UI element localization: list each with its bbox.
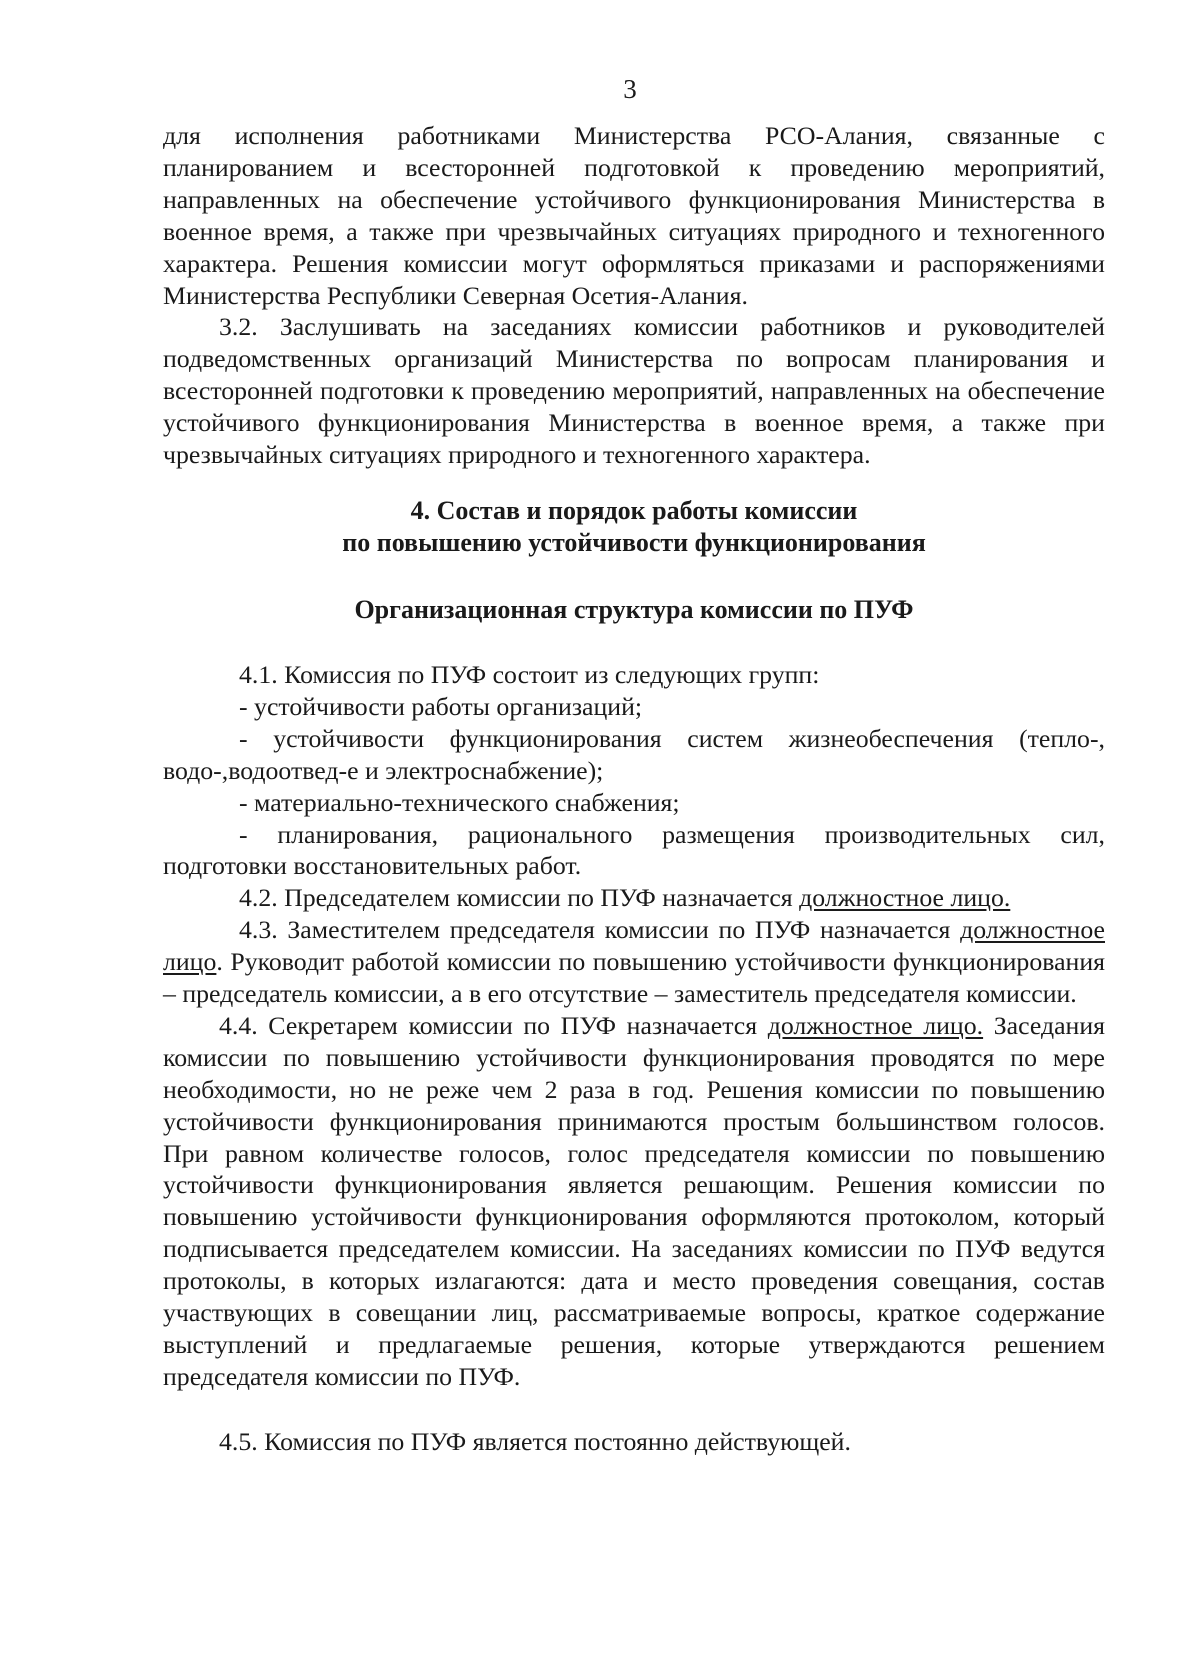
section-4-heading — [163, 495, 1105, 559]
section-4-title-line1: 4. Состав и порядок работы комиссии — [410, 495, 858, 525]
paragraph-4-4-text: 4.4. Секретарем комиссии по ПУФ назначается — [219, 1010, 768, 1040]
group-item: - устойчивости функционирования систем жизнеобеспечения (тепло-, водо-,водоотвед-е и электроснабжение); — [163, 723, 1105, 785]
official-underlined: должностное лицо. — [767, 1010, 984, 1040]
paragraph-4-2 — [163, 882, 1105, 914]
official-underlined: должностное лицо. — [799, 883, 1011, 913]
group-item: - устойчивости работы организаций; — [239, 691, 643, 721]
group-item: - планирования, рационального размещения производительных сил, подготовки восстановительных работ. — [163, 819, 1105, 881]
paragraph-4-3-text: 4.3. Заместителем председателя комиссии по ПУФ назначается — [239, 915, 961, 945]
paragraph-4-4-text-after: Заседания комиссии по повышению устойчивости функционирования проводятся по мере необходимости, но не реже чем 2 раза в год. Решения комиссии по повышению устойчивости функционирования принимаются простым большинством голосов. При равном количестве голосов, голос председателя комиссии по повышению устойчивости функционирования является решающим. Решения комиссии по повышению устойчивости функционирования оформляются протоколом, который подписывается председателем комиссии. На заседаниях комиссии по ПУФ ведутся протоколы, в которых излагаются: дата и место проведения совещания, состав участвующих в совещании лиц, рассматриваемые вопросы, краткое содержание выступлений и предлагаемые решения, которые утверждаются решением председателя комиссии по ПУФ. — [163, 1010, 1106, 1391]
paragraph-4-3 — [163, 914, 1105, 1010]
paragraph-4-3-text-after: . Руководит работой комиссии по повышению устойчивости функционирования – председатель комиссии, а в его отсутствие – заместитель председателя комиссии. — [163, 947, 1105, 1009]
page-number: 3 — [623, 74, 637, 104]
section-4-subheading: Организационная структура комиссии по ПУФ — [354, 594, 914, 624]
paragraph-4-1: 4.1. Комиссия по ПУФ состоит из следующих групп: — [239, 659, 820, 689]
paragraph-4-4 — [163, 1010, 1105, 1393]
official-underlined: должностное лицо — [163, 915, 1105, 977]
group-item: - материально-технического снабжения; — [239, 787, 680, 817]
paragraph-continuation: для исполнения работниками Министерства РСО-Алания, связанные с планированием и всесторонней подготовкой к проведению мероприятий, направленных на обеспечение устойчивого функционирования Министерства в военное время, а также при чрезвычайных ситуациях природного и техногенного характера. Решения комиссии могут оформляться приказами и распоряжениями Министерства Республики Северная Осетия-Алания. — [163, 121, 1105, 310]
section-4-title-line2: по повышению устойчивости функционирования — [342, 527, 926, 557]
paragraph-4-2-text: 4.2. Председателем комиссии по ПУФ назначается — [239, 883, 800, 913]
paragraph-4-5: 4.5. Комиссия по ПУФ является постоянно действующей. — [219, 1426, 851, 1456]
document-body — [163, 120, 1105, 1458]
paragraph-3-2: 3.2. Заслушивать на заседаниях комиссии работников и руководителей подведомственных организаций Министерства по вопросам планирования и всесторонней подготовки к проведению мероприятий, направленных на обеспечение устойчивого функционирования Министерства в военное время, а также при чрезвычайных ситуациях природного и техногенного характера. — [163, 312, 1105, 470]
